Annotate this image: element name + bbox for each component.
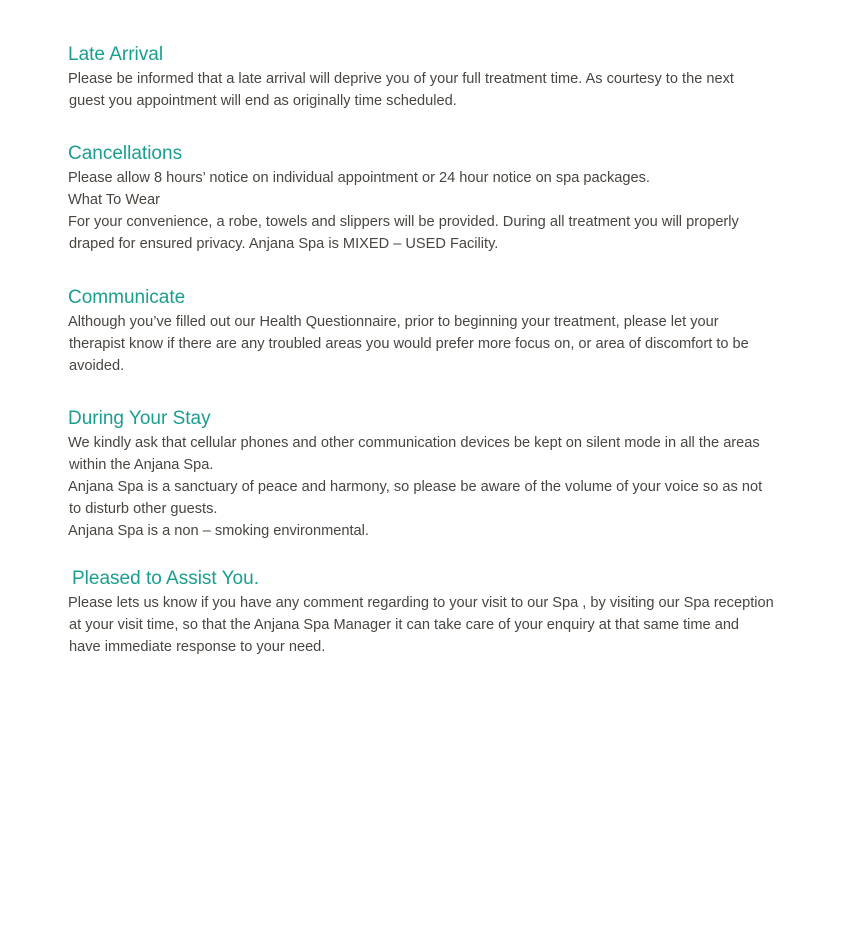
section-pleased-to-assist [68,566,828,658]
text-line: to disturb other guests. [69,501,218,517]
paragraph-cancellations [68,167,828,255]
text-line: draped for ensured privacy. Anjana Spa is MIXED – USED Facility. [69,236,499,252]
text-line: Anjana Spa is a non – smoking environmental. [68,523,369,539]
text-line: Although you’ve filled out our Health Questionnaire, prior to beginning your treatment, please let your [68,314,719,330]
text-line: For your convenience, a robe, towels and slippers will be provided. During all treatment you will properly [68,214,739,230]
heading-late-arrival: Late Arrival [68,44,164,65]
paragraph-late-arrival [68,68,828,112]
text-line: at your visit time, so that the Anjana Spa Manager it can take care of your enquiry at that same time and [69,617,740,633]
text-line: have immediate response to your need. [69,639,326,655]
text-line: within the Anjana Spa. [69,457,214,473]
section-late-arrival [68,42,828,112]
text-line: We kindly ask that cellular phones and other communication devices be kept on silent mode in all the areas [68,435,760,451]
heading-during-your-stay: During Your Stay [68,408,211,429]
text-line: guest you appointment will end as originally time scheduled. [69,93,457,109]
heading-communicate: Communicate [68,287,186,308]
text-line: Please be informed that a late arrival will deprive you of your full treatment time. As courtesy to the next [68,71,734,87]
heading-cancellations: Cancellations [68,143,183,164]
text-line: Anjana Spa is a sanctuary of peace and harmony, so please be aware of the volume of your voice so as not [68,479,763,495]
text-line: avoided. [69,358,125,374]
section-cancellations [68,141,828,255]
paragraph-during-your-stay [68,432,828,542]
paragraph-communicate [68,311,828,377]
text-line: therapist know if there are any troubled areas you would prefer more focus on, or area of discomfort to be [69,336,749,352]
paragraph-pleased-to-assist [68,592,828,658]
text-line: Please allow 8 hours’ notice on individual appointment or 24 hour notice on spa packages. [68,170,650,186]
section-communicate [68,285,828,377]
text-line: Please lets us know if you have any comment regarding to your visit to our Spa , by visiting our Spa reception [68,595,774,611]
heading-pleased-to-assist: Pleased to Assist You. [72,568,259,589]
subheading-what-to-wear: What To Wear [68,192,160,208]
section-during-your-stay [68,406,828,542]
